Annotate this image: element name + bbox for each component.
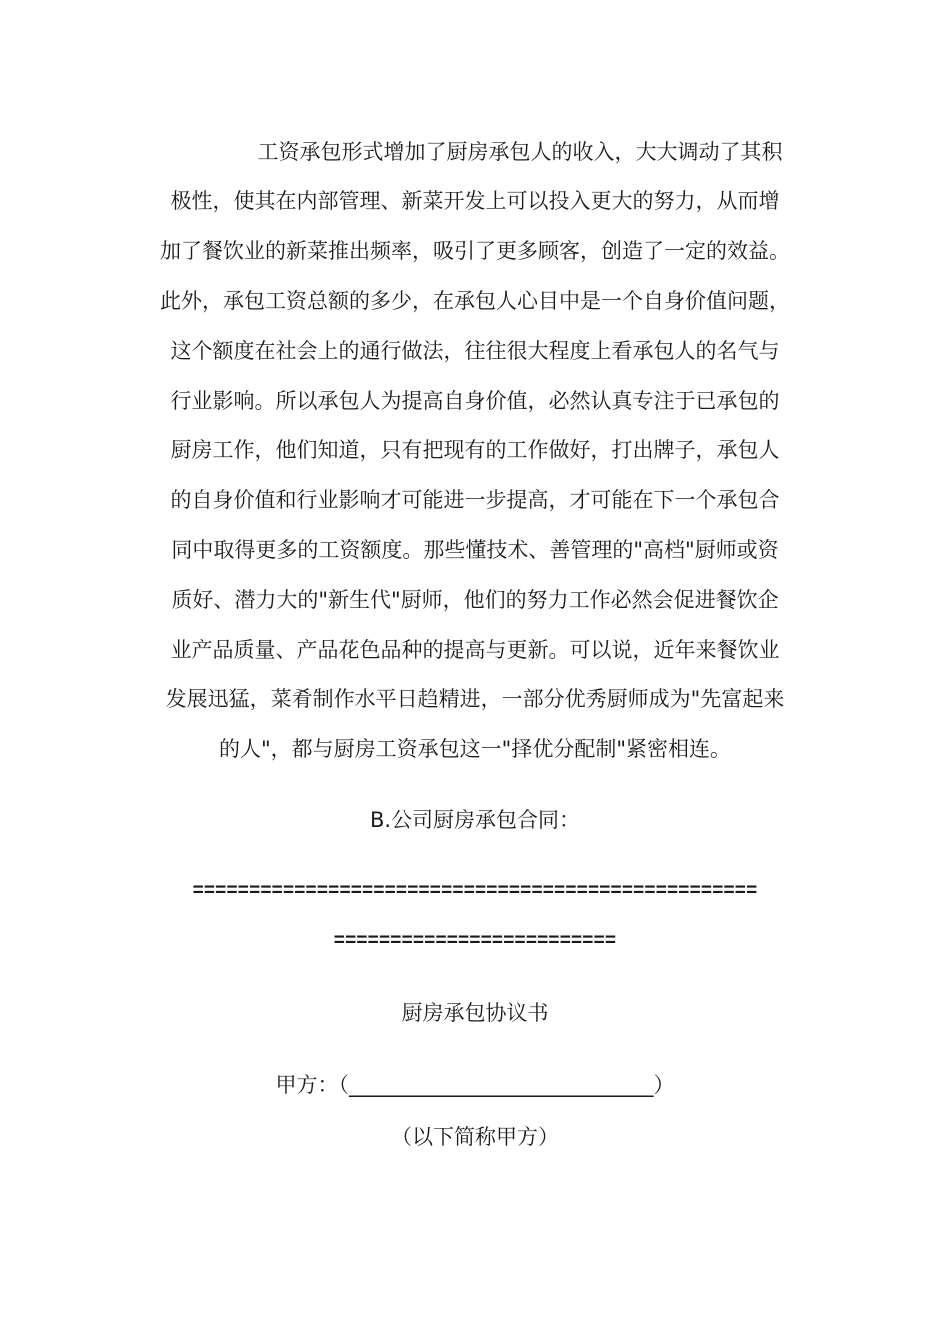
- paragraph-line: 同中取得更多的工资额度。那些懂技术、善管理的"高档"厨师或资: [171, 538, 779, 562]
- paragraph-line: 厨房工作，他们知道，只有把现有的工作做好，打出牌子，承包人: [170, 438, 780, 462]
- paragraph-line: 这个额度在社会上的通行做法，往往很大程度上看承包人的名气与: [170, 339, 780, 363]
- agreement-title: 厨房承包协议书: [401, 1001, 549, 1025]
- paragraph-line: 的自身价值和行业影响才可能进一步提高，才可能在下一个承包合: [170, 488, 780, 512]
- paragraph-line: 极性，使其在内部管理、新菜开发上可以投入更大的努力，从而增: [170, 189, 780, 213]
- separator-rule: =========================: [333, 930, 617, 951]
- section-heading: B.公司厨房承包合同：: [369, 808, 581, 832]
- party-a-note: （以下简称甲方）: [391, 1125, 559, 1149]
- party-a-line: 甲方：（_____________________________）: [275, 1073, 675, 1097]
- paragraph-line: 发展迅猛，菜肴制作水平日趋精进，一部分优秀厨师成为"先富起来: [165, 687, 785, 711]
- paragraph-line: 质好、潜力大的"新生代"厨师，他们的努力工作必然会促进餐饮企: [171, 588, 779, 612]
- paragraph-line: 行业影响。所以承包人为提高自身价值，必然认真专注于已承包的: [170, 389, 780, 413]
- paragraph-line: 工资承包形式增加了厨房承包人的收入，大大调动了其积: [257, 140, 783, 164]
- paragraph-line: 加了餐饮业的新菜推出频率，吸引了更多顾客，创造了一定的效益。: [160, 239, 790, 263]
- paragraph-line: 的人"，都与厨房工资承包这一"择优分配制"紧密相连。: [219, 737, 731, 761]
- paragraph-line: 此外，承包工资总额的多少，在承包人心目中是一个自身价值问题，: [160, 289, 790, 313]
- separator-rule: ==================================================: [192, 880, 758, 901]
- paragraph-line: 业产品质量、产品花色品种的提高与更新。可以说，近年来餐饮业: [170, 638, 780, 662]
